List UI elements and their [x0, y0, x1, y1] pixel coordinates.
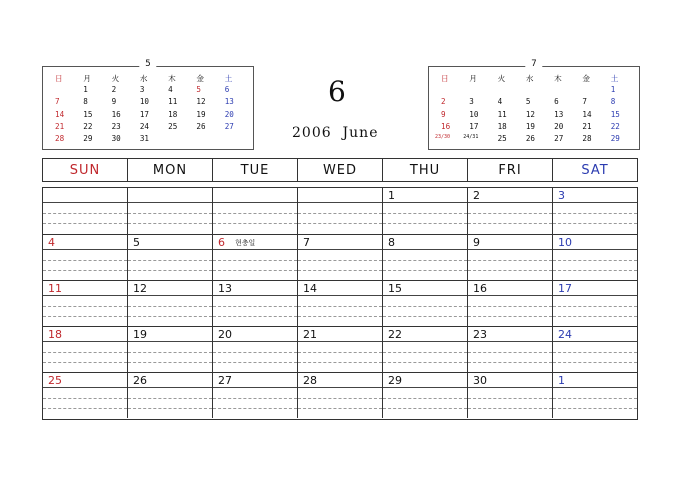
mini-day — [190, 134, 218, 146]
day-number: 6 — [218, 236, 225, 249]
mini-day: 18 — [497, 121, 507, 131]
day-cell[interactable] — [128, 327, 213, 372]
day-number: 24 — [558, 328, 572, 341]
mini-day: 29 — [610, 133, 620, 143]
mini-day: 15 — [610, 109, 620, 119]
mini-weekday: 土 — [610, 74, 619, 83]
mini-day — [463, 85, 491, 97]
mini-day — [576, 85, 604, 97]
day-cell[interactable] — [298, 373, 383, 418]
day-cell[interactable] — [468, 373, 553, 418]
mini-day: 15 — [83, 109, 93, 119]
mini-day: 11 — [168, 97, 178, 107]
weekday-mon: MON — [128, 159, 213, 181]
mini-day: 16 — [111, 109, 121, 119]
mini-day — [492, 85, 520, 97]
mini-day: 19 — [525, 121, 535, 131]
mini-day: 22 — [83, 121, 93, 131]
day-number: 20 — [218, 328, 232, 341]
day-number: 5 — [133, 236, 140, 249]
next-month-label: 7 — [525, 58, 542, 70]
weekday-header — [42, 158, 638, 182]
day-cell[interactable] — [468, 327, 553, 372]
day-number: 29 — [388, 374, 402, 387]
mini-day: 1 — [83, 85, 88, 95]
mini-day: 8 — [610, 97, 616, 107]
week-row — [43, 372, 637, 418]
mini-day: 1 — [610, 85, 616, 95]
mini-day: 25 — [497, 133, 507, 143]
next-month-grid — [435, 73, 633, 146]
mini-day — [49, 85, 77, 97]
day-number: 19 — [133, 328, 147, 341]
mini-weekday: 水 — [525, 74, 534, 83]
day-number: 18 — [48, 328, 62, 341]
mini-day: 4 — [168, 85, 173, 95]
mini-day: 26 — [525, 133, 535, 143]
day-number: 9 — [473, 236, 480, 249]
mini-day: 8 — [83, 97, 88, 107]
mini-day: 30 — [111, 133, 121, 143]
mini-weekday: 土 — [224, 74, 233, 83]
day-number: 4 — [48, 236, 55, 249]
weekday-sat: SAT — [581, 163, 609, 178]
mini-day — [520, 85, 548, 97]
day-cell[interactable] — [553, 373, 637, 418]
mini-day: 6 — [554, 97, 559, 107]
day-cell[interactable] — [213, 327, 298, 372]
mini-day: 10 — [139, 97, 149, 107]
mini-day: 27 — [224, 121, 234, 131]
day-number: 13 — [218, 282, 232, 295]
day-cell[interactable] — [468, 235, 553, 280]
mini-day: 21 — [582, 121, 592, 131]
mini-day — [548, 85, 576, 97]
mini-day: 10 — [469, 109, 479, 119]
week-row — [43, 280, 637, 326]
mini-day: 28 — [55, 133, 65, 143]
mini-day: 14 — [55, 109, 65, 119]
day-cell[interactable] — [213, 373, 298, 418]
day-cell[interactable] — [383, 327, 468, 372]
day-number: 21 — [303, 328, 317, 341]
mini-day: 9 — [111, 97, 117, 107]
prev-month-grid — [49, 73, 247, 146]
mini-day: 18 — [168, 109, 178, 119]
day-cell[interactable] — [383, 281, 468, 326]
day-cell[interactable] — [128, 188, 213, 234]
mini-day: 17 — [469, 121, 479, 131]
day-cell[interactable] — [43, 281, 128, 326]
day-cell[interactable] — [128, 235, 213, 280]
mini-day: 3 — [139, 85, 145, 95]
weekday-sun: SUN — [43, 159, 128, 181]
day-number: 1 — [388, 189, 395, 202]
year-label: 2006 — [292, 125, 332, 141]
mini-day: 12 — [525, 109, 535, 119]
day-number: 17 — [558, 282, 572, 295]
mini-weekday: 火 — [111, 74, 120, 83]
mini-day: 29 — [83, 133, 93, 143]
day-cell[interactable] — [43, 373, 128, 418]
weekday-wed: WED — [298, 159, 383, 181]
mini-day — [219, 134, 247, 146]
week-row — [43, 188, 637, 234]
mini-day: 25 — [168, 121, 178, 131]
day-number: 1 — [558, 374, 565, 387]
mini-weekday: 火 — [497, 74, 506, 83]
day-cell[interactable] — [43, 188, 128, 234]
day-number: 14 — [303, 282, 317, 295]
mini-day: 3 — [469, 97, 474, 107]
day-cell[interactable] — [128, 373, 213, 418]
day-number: 8 — [388, 236, 395, 249]
mini-weekday: 木 — [168, 74, 176, 83]
mini-day: 26 — [196, 121, 206, 131]
day-number: 10 — [558, 236, 572, 249]
mini-day: 12 — [196, 97, 206, 107]
year-month-title — [292, 125, 378, 141]
day-number: 22 — [388, 328, 402, 341]
mini-day: 5 — [196, 85, 201, 95]
mini-day: 4 — [497, 97, 503, 107]
day-number: 28 — [303, 374, 317, 387]
day-cell[interactable] — [43, 327, 128, 372]
mini-day: 16 — [441, 121, 451, 131]
mini-day: 31 — [139, 133, 149, 143]
weekday-tue: TUE — [213, 159, 298, 181]
day-number: 27 — [218, 374, 232, 387]
day-number: 16 — [473, 282, 487, 295]
mini-day: 28 — [582, 133, 592, 143]
mini-day: 11 — [497, 109, 507, 119]
mini-day: 27 — [554, 133, 564, 143]
day-number: 26 — [133, 374, 147, 387]
big-month-number: 6 — [328, 75, 346, 108]
mini-weekday: 金 — [196, 74, 205, 83]
day-number: 11 — [48, 282, 62, 295]
mini-day: 13 — [224, 97, 234, 107]
mini-day: 24 — [139, 121, 149, 131]
mini-day: 20 — [224, 109, 234, 119]
mini-day: 23/30 — [435, 133, 451, 140]
day-cell[interactable] — [43, 235, 128, 280]
mini-weekday: 月 — [469, 74, 477, 83]
mini-day: 2 — [441, 97, 446, 107]
day-cell[interactable] — [468, 188, 553, 234]
day-number: 12 — [133, 282, 147, 295]
weekday-thu: THU — [383, 159, 468, 181]
mini-weekday: 月 — [83, 74, 91, 83]
day-cell[interactable] — [383, 235, 468, 280]
mini-weekday: 金 — [582, 74, 591, 83]
mini-day: 23 — [111, 121, 121, 131]
holiday-note: 현충일 — [235, 239, 256, 247]
mini-day: 2 — [111, 85, 117, 95]
day-cell[interactable] — [553, 235, 637, 280]
mini-day: 9 — [441, 109, 446, 119]
next-month-mini-calendar — [428, 59, 640, 150]
mini-day: 20 — [554, 121, 564, 131]
mini-day: 22 — [610, 121, 620, 131]
day-cell[interactable] — [128, 281, 213, 326]
month-name-label: June — [342, 125, 379, 141]
day-cell[interactable] — [553, 281, 637, 326]
prev-month-mini-calendar — [42, 59, 254, 150]
mini-weekday: 日 — [55, 74, 63, 83]
mini-day: 7 — [582, 97, 587, 107]
day-number: 15 — [388, 282, 402, 295]
week-row — [43, 326, 637, 372]
day-cell[interactable] — [553, 188, 637, 234]
mini-day: 19 — [196, 109, 206, 119]
day-number: 2 — [473, 189, 480, 202]
prev-month-label: 5 — [139, 58, 156, 70]
day-number: 30 — [473, 374, 487, 387]
day-cell[interactable] — [383, 188, 468, 234]
mini-day: 7 — [55, 97, 60, 107]
weekday-fri: FRI — [468, 159, 553, 181]
mini-day: 21 — [55, 121, 65, 131]
day-cell[interactable] — [298, 235, 383, 280]
mini-day — [162, 134, 190, 146]
mini-day: 13 — [554, 109, 564, 119]
day-cell[interactable] — [298, 188, 383, 234]
day-cell[interactable] — [298, 281, 383, 326]
month-grid — [42, 187, 638, 420]
week-row — [43, 234, 637, 280]
mini-weekday: 水 — [139, 74, 148, 83]
day-number: 3 — [558, 189, 565, 202]
day-cell[interactable] — [213, 281, 298, 326]
mini-weekday: 日 — [441, 74, 449, 83]
mini-day: 14 — [582, 109, 592, 119]
day-cell[interactable] — [468, 281, 553, 326]
day-cell[interactable] — [553, 327, 637, 372]
mini-day: 17 — [139, 109, 149, 119]
day-number: 25 — [48, 374, 62, 387]
mini-day: 5 — [525, 97, 531, 107]
day-cell[interactable] — [213, 235, 298, 280]
day-number: 23 — [473, 328, 487, 341]
day-number: 7 — [303, 236, 310, 249]
mini-day: 24/31 — [463, 133, 479, 140]
mini-weekday: 木 — [554, 74, 562, 83]
mini-day: 6 — [224, 85, 230, 95]
mini-day — [435, 85, 463, 97]
day-cell[interactable] — [383, 373, 468, 418]
day-cell[interactable] — [298, 327, 383, 372]
day-cell[interactable] — [213, 188, 298, 234]
